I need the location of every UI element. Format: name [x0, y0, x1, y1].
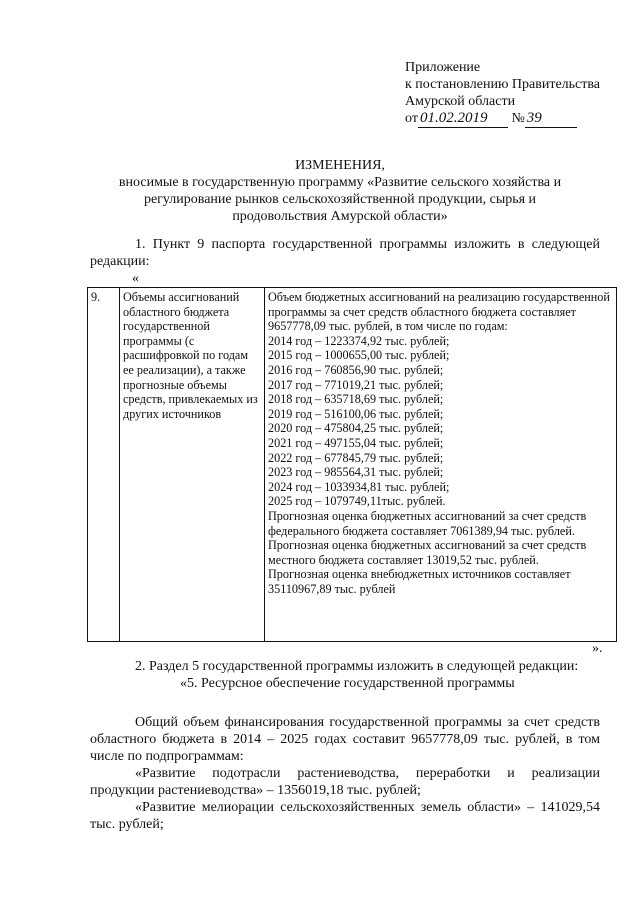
year-line: 2018 год – 635718,69 тыс. рублей;: [268, 392, 444, 407]
number-prefix: №: [511, 111, 525, 126]
heading-title: ИЗМЕНЕНИЯ,: [295, 158, 385, 173]
local-budget-text: Прогнозная оценка бюджетных ассигнований за счет средств местного бюджета составляет 13019,52 тыс. рублей.: [268, 538, 587, 567]
year-line: 2023 год – 985564,31 тыс. рублей;: [268, 465, 444, 480]
body-paragraph-2: «Развитие подотрасли растениеводства, переработки и реализации продукции растениеводства» – 1356019,18 тыс. рублей;: [90, 766, 600, 798]
table-intro: Объем бюджетных ассигнований на реализацию государственной программы за счет средств областного бюджета составляет 9657778,09 тыс. рублей, в том числе по годам:: [268, 290, 610, 334]
table-cell-label: Объемы ассигнований областного бюджета государственной программы (с расшифровкой по годам ее реализации), а также прогнозные объемы средств, привлекаемых из других источников: [120, 288, 265, 642]
federal-budget-text: Прогнозная оценка бюджетных ассигнований за счет средств федерального бюджета составляет 7061389,94 тыс. рублей.: [268, 508, 587, 538]
year-line: 2014 год – 1223374,92 тыс. рублей;: [268, 333, 450, 348]
year-line: 2022 год – 677845,79 тыс. рублей;: [268, 450, 444, 465]
year-line: 2017 год – 771019,21 тыс. рублей;: [268, 377, 444, 392]
appendix-title: Приложение: [405, 60, 481, 75]
year-line: 2019 год – 516100,06 тыс. рублей;: [268, 406, 444, 421]
year-line: 2024 год – 1033934,81 тыс. рублей;: [268, 479, 450, 494]
point-1-text: 1. Пункт 9 паспорта государственной программы изложить в следующей редакции:: [90, 237, 600, 269]
appendix-block: [405, 59, 600, 128]
date-value: 01.02.2019: [418, 110, 508, 128]
point-2-text: 2. Раздел 5 государственной программы изложить в следующей редакции:: [135, 659, 579, 674]
open-quote: «: [132, 271, 139, 286]
appendix-resolution: к постановлению Правительства: [405, 77, 601, 92]
table-cell-number: 9.: [88, 288, 120, 642]
year-line: 2025 год – 1079749,11тыс. рублей.: [268, 494, 446, 509]
heading-line-1: вносимые в государственную программу «Развитие сельского хозяйства и: [118, 175, 562, 190]
passport-table: [87, 287, 617, 642]
table-cell-content: [265, 288, 617, 642]
appendix-date-line: [405, 110, 600, 128]
table-row: [88, 288, 617, 642]
year-line: 2020 год – 475804,25 тыс. рублей;: [268, 421, 444, 436]
close-quote: ».: [592, 641, 603, 656]
heading-line-2: регулирование рынков сельскохозяйственной продукции, сырья и: [143, 192, 537, 207]
year-line: 2015 год – 1000655,00 тыс. рублей;: [268, 348, 450, 363]
date-prefix: от: [405, 111, 418, 126]
section-5-title: «5. Ресурсное обеспечение государственной программы: [180, 676, 515, 691]
body-paragraph-3: «Развитие мелиорации сельскохозяйственных земель области» – 141029,54 тыс. рублей;: [90, 800, 600, 832]
heading-line-3: продовольствия Амурской области»: [232, 209, 448, 224]
extrabudgetary-text: Прогнозная оценка внебюджетных источников составляет 35110967,89 тыс. рублей: [268, 567, 571, 596]
year-line: 2016 год – 760856,90 тыс. рублей;: [268, 362, 444, 377]
body-paragraph-1: Общий объем финансирования государственной программы за счет средств областного бюджета в 2014 – 2025 годах составит 9657778,09 тыс. рублей, в том числе по подпрограммам:: [90, 715, 600, 764]
number-value: 39: [525, 110, 577, 128]
year-line: 2021 год – 497155,04 тыс. рублей;: [268, 435, 444, 450]
appendix-region: Амурской области: [405, 94, 516, 109]
